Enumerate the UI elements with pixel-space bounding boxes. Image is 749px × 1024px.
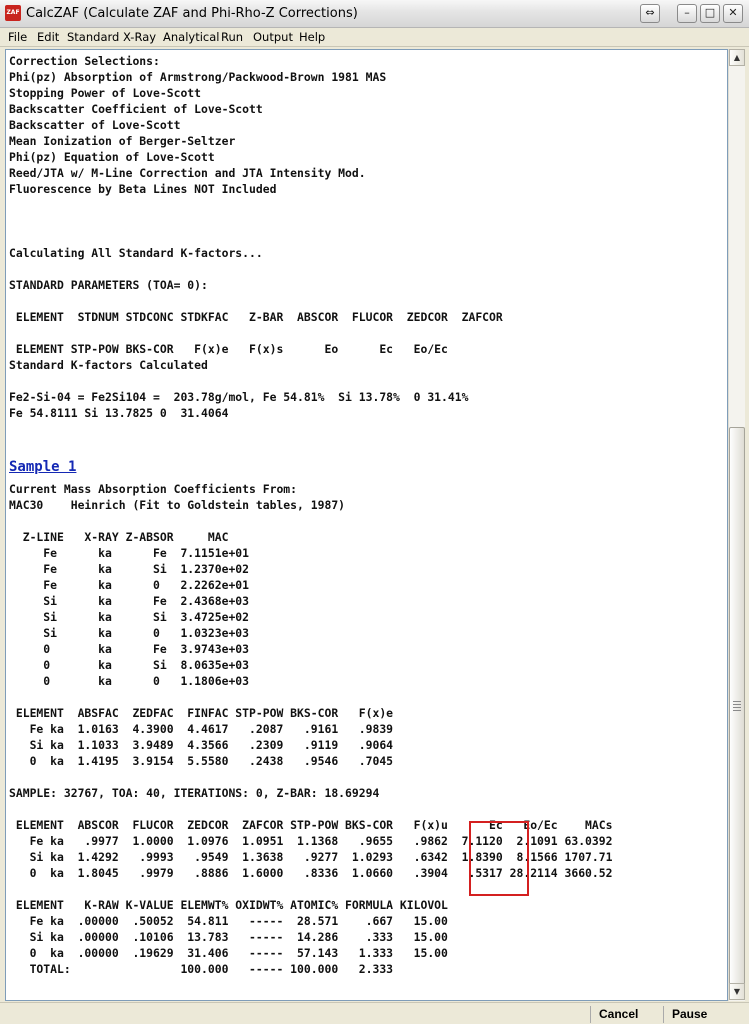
log-line: Reed/JTA w/ M-Line Correction and JTA Intensity Mod. bbox=[9, 166, 366, 180]
sample-heading bbox=[9, 453, 721, 481]
log-line: 0 ka Si 8.0635e+03 bbox=[9, 658, 250, 672]
log-line: TOTAL: 100.000 ----- 100.000 2.333 bbox=[9, 962, 394, 976]
log-line: Fe 54.8111 Si 13.7825 0 31.4064 bbox=[9, 406, 229, 420]
status-bar bbox=[0, 1002, 749, 1024]
scroll-thumb[interactable] bbox=[729, 427, 745, 985]
log-line: Phi(pz) Absorption of Armstrong/Packwood-Brown 1981 MAS bbox=[9, 70, 387, 84]
log-line: Si ka 0 1.0323e+03 bbox=[9, 626, 250, 640]
menu-bar bbox=[0, 28, 749, 47]
log-line: Si ka 1.4292 .9993 .9549 1.3638 .9277 1.0293 .6342 1.8390 8.1566 1707.71 bbox=[9, 850, 613, 864]
log-line bbox=[9, 769, 721, 785]
log-line: Backscatter of Love-Scott bbox=[9, 118, 181, 132]
log-line bbox=[9, 881, 721, 897]
grip-icon bbox=[733, 701, 741, 711]
log-line: 0 ka 0 1.1806e+03 bbox=[9, 674, 250, 688]
window-title: CalcZAF (Calculate ZAF and Phi-Rho-Z Corrections) bbox=[26, 6, 358, 21]
output-log[interactable] bbox=[5, 49, 728, 1001]
log-line: Fe ka .9977 1.0000 1.0976 1.0951 1.1368 .9655 .9862 7.1120 2.1091 63.0392 bbox=[9, 834, 613, 848]
log-line: Fe ka .00000 .50052 54.811 ----- 28.571 .667 15.00 bbox=[9, 914, 448, 928]
scroll-up-arrow-icon[interactable]: ▲ bbox=[729, 49, 745, 66]
log-line: MAC30 Heinrich (Fit to Goldstein tables, 1987) bbox=[9, 498, 346, 512]
log-line bbox=[9, 325, 721, 341]
log-line bbox=[9, 437, 721, 453]
vertical-scrollbar[interactable] bbox=[728, 49, 745, 1001]
minimize-button[interactable]: – bbox=[677, 4, 697, 23]
log-line: SAMPLE: 32767, TOA: 40, ITERATIONS: 0, Z-BAR: 18.69294 bbox=[9, 786, 380, 800]
log-line: Z-LINE X-RAY Z-ABSOR MAC bbox=[9, 530, 229, 544]
log-line: Si ka 1.1033 3.9489 4.3566 .2309 .9119 .9064 bbox=[9, 738, 394, 752]
pause-button[interactable]: Pause bbox=[663, 1006, 737, 1023]
menu-analytical[interactable]: Analytical bbox=[163, 30, 220, 44]
log-line: ELEMENT STDNUM STDCONC STDKFAC Z-BAR ABSCOR FLUCOR ZEDCOR ZAFCOR bbox=[9, 310, 503, 324]
log-line: 0 ka 1.4195 3.9154 5.5580 .2438 .9546 .7045 bbox=[9, 754, 394, 768]
log-line: Fe ka 1.0163 4.3900 4.4617 .2087 .9161 .9839 bbox=[9, 722, 394, 736]
log-line: Si ka Fe 2.4368e+03 bbox=[9, 594, 250, 608]
log-line: ELEMENT STP-POW BKS-COR F(x)e F(x)s Eo Ec Eo/Ec bbox=[9, 342, 448, 356]
log-line: Current Mass Absorption Coefficients From: bbox=[9, 482, 298, 496]
close-button[interactable]: ✕ bbox=[723, 4, 743, 23]
menu-edit[interactable]: Edit bbox=[37, 30, 60, 44]
log-block-settings bbox=[9, 53, 721, 453]
log-line: Correction Selections: bbox=[9, 54, 160, 68]
log-line: ELEMENT ABSCOR FLUCOR ZEDCOR ZAFCOR STP-POW BKS-COR F(x)u Ec Eo/Ec MACs bbox=[9, 818, 613, 832]
menu-file[interactable]: File bbox=[8, 30, 28, 44]
log-line bbox=[9, 689, 721, 705]
scroll-down-arrow-icon[interactable]: ▼ bbox=[729, 983, 745, 1000]
menu-help[interactable]: Help bbox=[299, 30, 326, 44]
menu-output[interactable]: Output bbox=[253, 30, 293, 44]
log-line: ELEMENT ABSFAC ZEDFAC FINFAC STP-POW BKS-COR F(x)e bbox=[9, 706, 394, 720]
log-line: Calculating All Standard K-factors... bbox=[9, 246, 263, 260]
log-line: Fluorescence by Beta Lines NOT Included bbox=[9, 182, 277, 196]
log-line: Phi(pz) Equation of Love-Scott bbox=[9, 150, 215, 164]
log-line: 0 ka .00000 .19629 31.406 ----- 57.143 1.333 15.00 bbox=[9, 946, 448, 960]
log-line: Mean Ionization of Berger-Seltzer bbox=[9, 134, 236, 148]
log-line bbox=[9, 513, 721, 529]
log-line bbox=[9, 421, 721, 437]
log-block-results bbox=[9, 481, 721, 977]
log-line: Standard K-factors Calculated bbox=[9, 358, 208, 372]
log-line: ELEMENT K-RAW K-VALUE ELEMWT% OXIDWT% ATOMIC% FORMULA KILOVOL bbox=[9, 898, 448, 912]
fxu-highlight-box bbox=[469, 821, 529, 896]
menu-run[interactable]: Run bbox=[221, 30, 244, 44]
log-line: Si ka Si 3.4725e+02 bbox=[9, 610, 250, 624]
menu-standard[interactable]: Standard bbox=[67, 30, 120, 44]
log-line bbox=[9, 261, 721, 277]
log-line: STANDARD PARAMETERS (TOA= 0): bbox=[9, 278, 208, 292]
log-line bbox=[9, 197, 721, 213]
log-line: Fe ka Si 1.2370e+02 bbox=[9, 562, 250, 576]
log-line bbox=[9, 801, 721, 817]
log-line bbox=[9, 229, 721, 245]
log-line: Fe ka 0 2.2262e+01 bbox=[9, 578, 250, 592]
resize-button[interactable]: ⇔ bbox=[640, 4, 660, 23]
log-line: Fe ka Fe 7.1151e+01 bbox=[9, 546, 250, 560]
log-line: Backscatter Coefficient of Love-Scott bbox=[9, 102, 263, 116]
log-line bbox=[9, 373, 721, 389]
log-line: 0 ka 1.8045 .9979 .8886 1.6000 .8336 1.0660 .3904 .5317 28.2114 3660.52 bbox=[9, 866, 613, 880]
log-line: 0 ka Fe 3.9743e+03 bbox=[9, 642, 250, 656]
log-line: Stopping Power of Love-Scott bbox=[9, 86, 202, 100]
log-text bbox=[9, 53, 721, 977]
log-line: Si ka .00000 .10106 13.783 ----- 14.286 .333 15.00 bbox=[9, 930, 448, 944]
app-icon: ZAF bbox=[5, 5, 21, 21]
log-line bbox=[9, 293, 721, 309]
maximize-button[interactable]: □ bbox=[700, 4, 720, 23]
sample-link[interactable]: Sample 1 bbox=[9, 459, 77, 475]
title-bar bbox=[0, 0, 749, 28]
log-line: Fe2-Si-04 = Fe2Si104 = 203.78g/mol, Fe 54.81% Si 13.78% 0 31.41% bbox=[9, 390, 469, 404]
menu-xray[interactable]: X-Ray bbox=[123, 30, 157, 44]
log-line bbox=[9, 213, 721, 229]
cancel-button[interactable]: Cancel bbox=[590, 1006, 662, 1023]
